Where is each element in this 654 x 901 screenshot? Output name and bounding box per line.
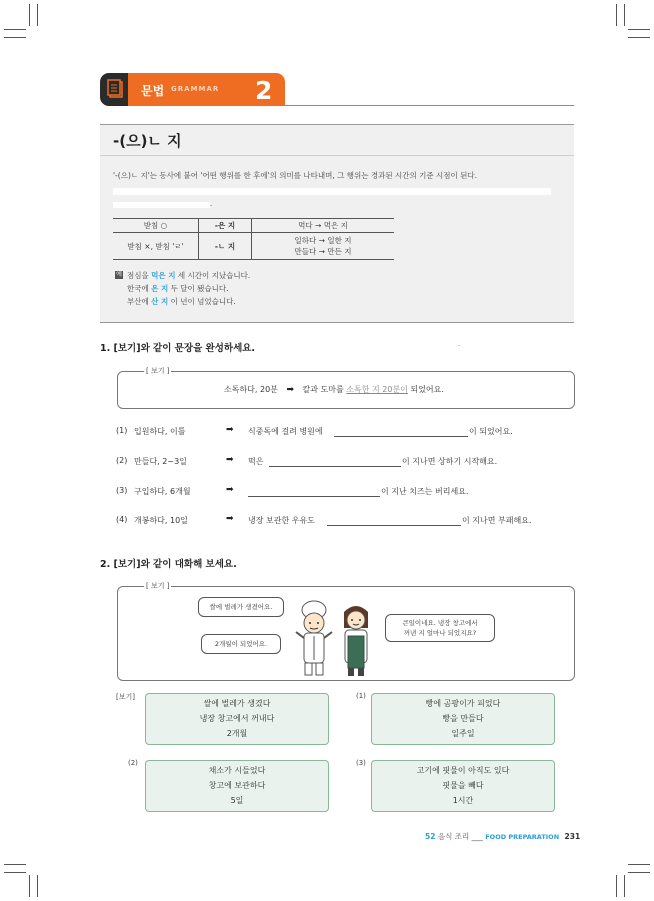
answer-blank[interactable] xyxy=(334,426,468,437)
speech-bubble: 2개월이 되었어요. xyxy=(201,634,281,654)
table-example: 만들다 → 만든 지 xyxy=(294,247,352,256)
crop-mark xyxy=(37,875,38,897)
crop-mark xyxy=(628,872,650,873)
arrow-icon: ➡ xyxy=(226,485,234,495)
table-cell: 받침 ×, 받침 'ㄹ' xyxy=(113,233,199,260)
dialogue-card xyxy=(145,760,329,812)
item-text: 떡은 xyxy=(248,457,264,466)
example-mark: 예 xyxy=(116,271,122,278)
divider xyxy=(100,155,574,156)
example-text: 점심을 xyxy=(127,271,152,280)
crop-mark xyxy=(628,864,650,865)
card-line: 핏물을 빼다 xyxy=(442,781,484,790)
item-text: 이 지난 치즈는 버리세요. xyxy=(381,487,469,496)
blank-bar xyxy=(113,200,213,208)
answer-blank[interactable] xyxy=(248,486,380,497)
crop-mark xyxy=(4,29,26,30)
grammar-dot: . xyxy=(210,200,213,208)
crop-mark xyxy=(628,37,650,38)
chapter-english: FOOD PREPARATION xyxy=(485,833,560,841)
table-cell: 먹다 → 먹은 지 xyxy=(252,219,395,233)
item-number: (2) xyxy=(116,456,128,465)
crop-mark xyxy=(4,864,26,865)
page-number: 231 xyxy=(564,832,581,841)
arrow-icon: ➡ xyxy=(286,385,294,395)
example-text: 세 시간이 지났습니다. xyxy=(175,271,251,280)
footer-separator: ___ xyxy=(471,832,483,841)
example-label: [ 보기 ] xyxy=(146,367,170,375)
item-prompt: 구입하다, 6개월 xyxy=(134,487,191,496)
section-2-title: 2. [보기]와 같이 대화해 보세요. xyxy=(100,559,237,570)
chef-illustration xyxy=(290,596,386,676)
table-cell xyxy=(252,233,395,260)
section-1-dot: . xyxy=(458,340,461,348)
header-icon-block xyxy=(100,73,130,106)
header-title: 문법 xyxy=(141,84,165,98)
speech-text: 꺼낸 지 얼마나 되었지요? xyxy=(403,629,477,637)
dialogue-card xyxy=(371,693,555,745)
example-text: 부산에 xyxy=(127,297,152,306)
example-sentence xyxy=(224,384,444,395)
grammar-title: -(으)ㄴ 지 xyxy=(113,132,182,150)
crop-mark xyxy=(29,4,30,26)
table-cell: -은 지 xyxy=(199,219,252,233)
crop-mark xyxy=(616,4,617,26)
crop-mark xyxy=(616,875,617,897)
crop-mark xyxy=(624,875,625,897)
example-text: 두 달이 됐습니다. xyxy=(168,284,229,293)
example-prompt: 소독하다, 20분 xyxy=(224,385,278,394)
dialogue-card xyxy=(371,760,555,812)
table-cell: -ㄴ 지 xyxy=(199,233,252,260)
example-answer: 소독한 지 20분이 xyxy=(346,385,408,394)
item-prompt: 만들다, 2~3일 xyxy=(134,457,187,466)
card-line: 2개월 xyxy=(226,729,248,738)
example-text: 이 년이 넘었습니다. xyxy=(168,297,236,306)
item-prompt: 개봉하다, 10일 xyxy=(134,516,188,525)
table-row xyxy=(113,219,394,233)
example-text: 한국에 xyxy=(127,284,152,293)
arrow-icon: ➡ xyxy=(226,425,234,435)
arrow-icon: ➡ xyxy=(226,455,234,465)
crop-mark xyxy=(29,875,30,897)
example-label: [ 보기 ] xyxy=(146,582,170,590)
arrow-icon: ➡ xyxy=(226,514,234,524)
conjugation-table xyxy=(113,218,394,260)
card-line: 고기에 핏물이 아직도 있다 xyxy=(416,766,510,775)
card-line: 빵에 곰팡이가 피었다 xyxy=(425,699,501,708)
example-sentence xyxy=(127,283,229,294)
chapter-number: 52 xyxy=(425,832,436,841)
item-text: 이 지나면 상하기 시작해요. xyxy=(402,457,498,466)
card-line: 5일 xyxy=(230,796,244,805)
item-number: (4) xyxy=(116,515,128,524)
item-text: 이 지나면 부패해요. xyxy=(462,516,532,525)
chapter-title: 음식 조리 xyxy=(437,832,470,841)
table-example: 일하다 → 일한 지 xyxy=(294,236,352,245)
header-rule xyxy=(285,105,574,106)
item-prompt: 입원하다, 이틀 xyxy=(134,427,186,436)
page-footer xyxy=(425,831,580,842)
example-sentence xyxy=(127,296,236,307)
example-highlight: 온 지 xyxy=(151,284,169,293)
example-text: 되었어요. xyxy=(407,385,444,394)
card-line: 쌀에 벌레가 생겼다 xyxy=(203,699,271,708)
header-subtitle: GRAMMAR xyxy=(171,85,220,93)
example-highlight: 먹은 지 xyxy=(151,271,176,280)
crop-mark xyxy=(37,4,38,26)
example-text: 칼과 도마를 xyxy=(302,385,347,394)
card-line: 빵을 만들다 xyxy=(442,714,484,723)
example-highlight: 산 지 xyxy=(151,297,169,306)
crop-mark xyxy=(628,29,650,30)
speech-bubble xyxy=(385,614,495,642)
speech-bubble: 쌀에 벌레가 생겼어요. xyxy=(198,597,284,617)
item-text: 냉장 보관한 우유도 xyxy=(248,516,315,525)
example-sentence xyxy=(127,270,250,281)
card-label: (3) xyxy=(356,759,366,767)
dialogue-card xyxy=(145,693,329,745)
section-1-title: 1. [보기]와 같이 문장을 완성하세요. xyxy=(100,343,256,354)
crop-mark xyxy=(624,4,625,26)
table-cell: 받침 ○ xyxy=(113,219,199,233)
blank-bar xyxy=(113,188,551,195)
table-row xyxy=(113,233,394,260)
card-label: (2) xyxy=(128,759,138,767)
card-line: 채소가 시들었다 xyxy=(208,766,266,775)
card-line: 창고에 보관하다 xyxy=(208,781,266,790)
item-number: (1) xyxy=(116,426,128,435)
card-label: [보기] xyxy=(116,693,135,701)
answer-blank[interactable] xyxy=(327,515,461,526)
header-number: 2 xyxy=(255,76,273,105)
answer-blank[interactable] xyxy=(269,456,401,467)
item-number: (3) xyxy=(116,486,128,495)
item-text: 식중독에 걸려 병원에 xyxy=(248,427,323,436)
card-label: (1) xyxy=(356,692,366,700)
card-line: 냉장 창고에서 꺼내다 xyxy=(199,714,275,723)
item-text: 이 되었어요. xyxy=(469,427,513,436)
grammar-description: '-(으)ㄴ 지'는 동사에 붙어 '어떤 행위를 한 후에'의 의미를 나타내며, 그 행위는 경과된 시간의 기준 시점이 된다. xyxy=(113,171,478,180)
notebook-icon xyxy=(100,73,130,106)
crop-mark xyxy=(4,872,26,873)
card-line: 1시간 xyxy=(452,796,474,805)
speech-text: 큰일이네요. 냉장 창고에서 xyxy=(402,619,478,627)
crop-mark xyxy=(4,37,26,38)
card-line: 일주일 xyxy=(451,729,475,738)
